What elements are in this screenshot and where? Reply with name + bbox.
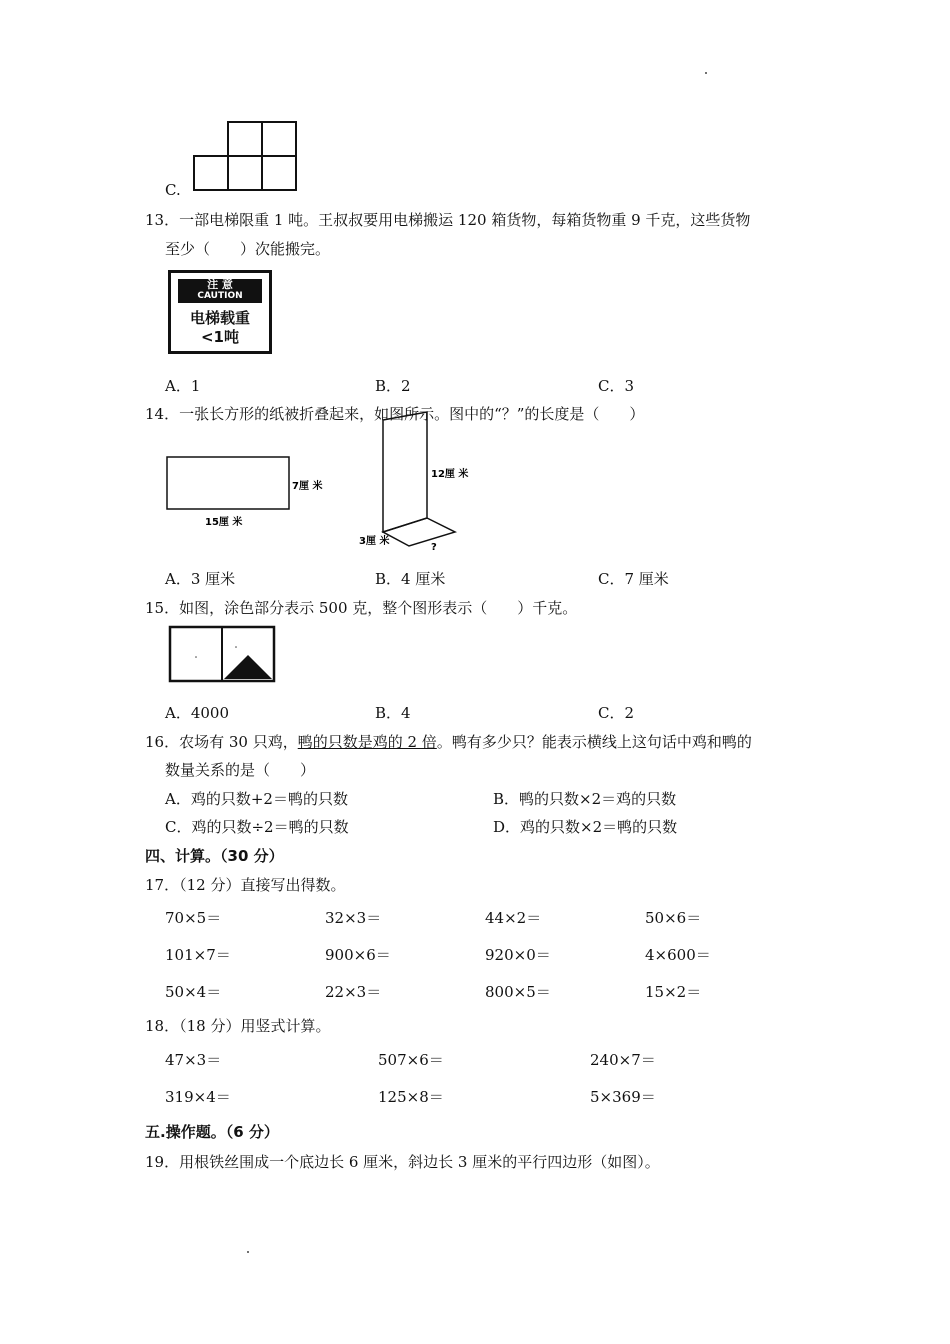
q16-option-a: A．鸡的只数+2＝鸭的只数 [165,790,348,808]
q17-item: 800×5＝ [485,983,551,1001]
q16-prefix: 16．农场有 30 只鸡， [145,733,298,751]
q17-item: 44×2＝ [485,909,542,927]
q12-squares-figure [190,118,300,194]
q12-option-c: C. [165,181,181,199]
sign-caution: CAUTION [197,291,243,301]
q14-option-a: A．3 厘米 [165,570,236,588]
q18-item: 240×7＝ [590,1051,656,1069]
rect-height-label: 7厘 米 [292,481,323,492]
q16-option-c: C．鸡的只数÷2＝鸭的只数 [165,818,349,836]
q13-option-a: A．1 [165,377,201,395]
sign-load-text: 电梯载重 [189,309,250,327]
q18-item: 507×6＝ [378,1051,444,1069]
sign-limit-text: <1吨 [200,328,239,346]
q17-item: 50×6＝ [645,909,702,927]
q18-item: 5×369＝ [590,1088,656,1106]
q17-item: 15×2＝ [645,983,702,1001]
q18-item: 319×4＝ [165,1088,231,1106]
q14-option-c: C．7 厘米 [598,570,669,588]
q16-underlined-phrase: 鸭的只数是鸡的 2 倍 [297,733,437,751]
rect-width-label: 15厘 米 [205,517,243,528]
sign-title: 注 意 [207,278,233,291]
q17-item: 101×7＝ [165,946,231,964]
q13-text-line2: 至少（ ）次能搬完。 [165,240,331,258]
q17-item: 70×5＝ [165,909,222,927]
q16-text-line1 [145,731,752,752]
scan-dot [705,72,707,74]
q14-folded-figure [355,410,470,555]
fold-base-label: 3厘 米 [359,536,390,547]
q16-option-b: B．鸭的只数×2＝鸡的只数 [493,790,677,808]
q17-item: 920×0＝ [485,946,551,964]
section5-title: 五.操作题。（6 分） [145,1123,279,1141]
q16-suffix: 。鸭有多少只？能表示横线上这句话中鸡和鸭的 [436,733,752,751]
q15-shaded-figure [168,625,278,685]
q14-rectangle-figure [165,455,335,530]
q15-option-a: A．4000 [165,704,230,722]
q17-item: 900×6＝ [325,946,391,964]
q13-option-b: B．2 [375,377,411,395]
q17-item: 22×3＝ [325,983,382,1001]
elevator-caution-sign [168,270,272,354]
q18-text-line1: 18．（18 分）用竖式计算。 [145,1017,331,1035]
q13-text-line1: 13．一部电梯限重 1 吨。王叔叔要用电梯搬运 120 箱货物，每箱货物重 9 千克，这些货物 [145,211,751,229]
q17-item: 50×4＝ [165,983,222,1001]
q15-option-c: C．2 [598,704,635,722]
q17-item: 4×600＝ [645,946,711,964]
section4-title: 四、计算。（30 分） [145,847,284,865]
q18-item: 125×8＝ [378,1088,444,1106]
scan-dot [247,1251,249,1253]
q19-text-line1: 19．用根铁丝围成一个底边长 6 厘米，斜边长 3 厘米的平行四边形（如图）。 [145,1153,660,1171]
fold-unknown-label: ? [431,542,437,553]
q14-option-b: B．4 厘米 [375,570,446,588]
q15-option-b: B．4 [375,704,411,722]
q17-text-line1: 17．（12 分）直接写出得数。 [145,876,346,894]
fold-height-label: 12厘 米 [431,469,469,480]
q14-text-line1: 14．一张长方形的纸被折叠起来，如图所示。图中的“？”的长度是（ ） [145,405,645,423]
q18-item: 47×3＝ [165,1051,222,1069]
q16-option-d: D．鸡的只数×2＝鸭的只数 [493,818,678,836]
q13-option-c: C．3 [598,377,635,395]
q17-item: 32×3＝ [325,909,382,927]
q16-text-line2: 数量关系的是（ ） [165,761,316,779]
q15-text-line1: 15．如图，涂色部分表示 500 克，整个图形表示（ ）千克。 [145,599,578,617]
